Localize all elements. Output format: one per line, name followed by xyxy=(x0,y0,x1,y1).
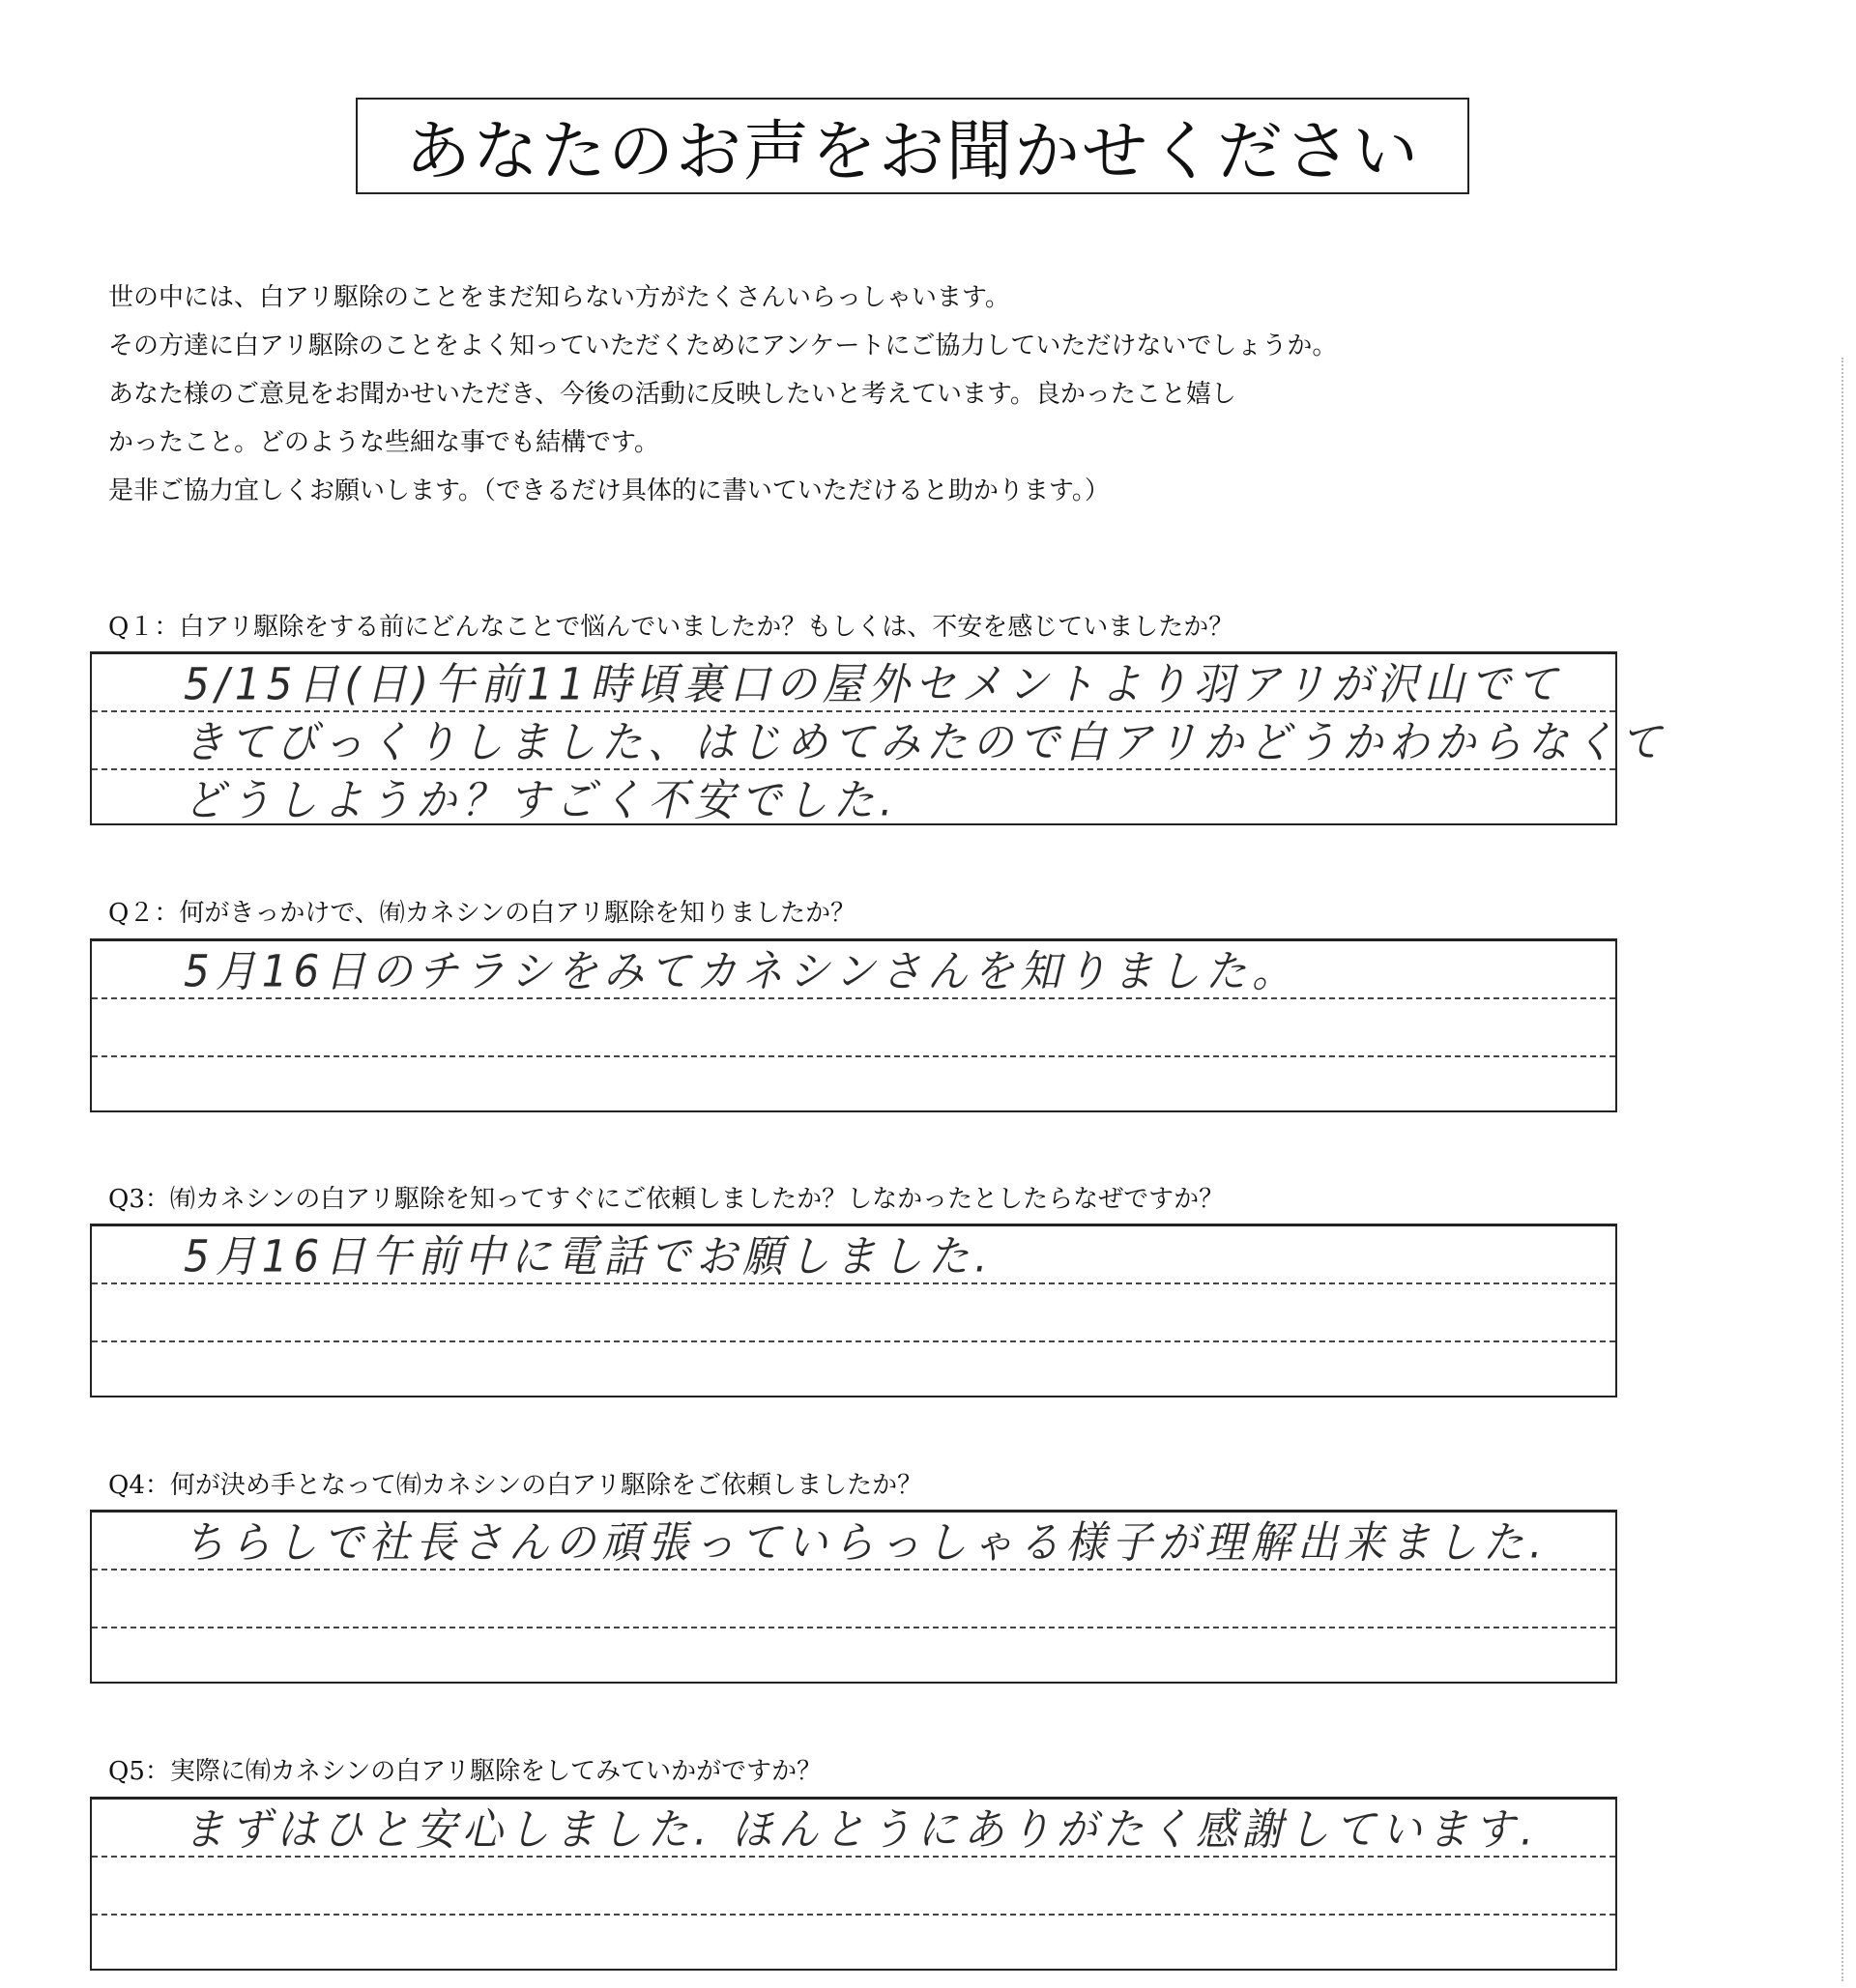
answer-rule xyxy=(92,1055,1615,1057)
answer-rule xyxy=(92,1627,1615,1628)
answer-3-box[interactable] xyxy=(90,1224,1617,1397)
page-margin-dotted-rule xyxy=(1842,358,1843,1981)
intro-paragraph xyxy=(108,274,1655,515)
answer-1-line-1: 5/15日(日)午前11時頃裏口の屋外セメントより羽アリが沢山でて xyxy=(184,658,1563,710)
answer-1-box[interactable] xyxy=(90,651,1668,826)
intro-line: かったこと。どのような些細な事でも結構です。 xyxy=(108,428,659,457)
intro-line: 是非ご協力宜しくお願いします。（できるだけ具体的に書いていただけると助かります。） xyxy=(108,476,1110,505)
intro-line: その方達に白アリ駆除のことをよく知っていただくためにアンケートにご協力していただけないでしょうか。 xyxy=(108,331,1338,360)
question-5-label: Q5：実際に㈲カネシンの白アリ駆除をしてみていかがですか？ xyxy=(108,1757,823,1786)
answer-5-box[interactable] xyxy=(90,1797,1617,1971)
answer-1-line-2: きてびっくりしました、はじめてみたので白アリかどうかわからなくて xyxy=(184,716,1668,768)
answer-2-line-1: 5月16日のチラシをみてカネシンさんを知りました。 xyxy=(184,945,1299,997)
answer-3-line-1: 5月16日午前中に電話でお願しました. xyxy=(184,1230,994,1282)
answer-rule xyxy=(92,1340,1615,1342)
survey-title: あなたのお声をお聞かせください xyxy=(404,113,1420,190)
answer-1-line-3: どうしようか？すごく不安でした. xyxy=(184,774,899,826)
question-4-label: Q4：何が決め手となって㈲カネシンの白アリ駆除をご依頼しましたか？ xyxy=(108,1471,923,1500)
answer-rule xyxy=(92,1914,1615,1916)
answer-4-box[interactable] xyxy=(90,1510,1617,1684)
intro-line: あなた様のご意見をお聞かせいただき、今後の活動に反映したいと考えています。良かったこと嬉し xyxy=(108,380,1236,409)
intro-line: 世の中には、白アリ駆除のことをまだ知らない方がたくさんいらっしゃいます。 xyxy=(108,283,1010,312)
answer-5-line-1: まずはひと安心しました. ほんとうにありがたく感謝しています. xyxy=(184,1803,1540,1856)
answer-4-line-1: ちらしで社長さんの頑張っていらっしゃる様子が理解出来ました. xyxy=(184,1516,1549,1569)
answer-2-box[interactable] xyxy=(90,938,1617,1112)
question-1-label: Q１：白アリ駆除をする前にどんなことで悩んでいましたか？もしくは、不安を感じていましたか？ xyxy=(108,613,1234,642)
question-2-label: Q２：何がきっかけで、㈲カネシンの白アリ駆除を知りましたか？ xyxy=(108,899,856,928)
survey-title-box xyxy=(356,98,1469,194)
question-3-label: Q3：㈲カネシンの白アリ駆除を知ってすぐにご依頼しましたか？しなかったとしたらなぜですか？ xyxy=(108,1185,1225,1214)
